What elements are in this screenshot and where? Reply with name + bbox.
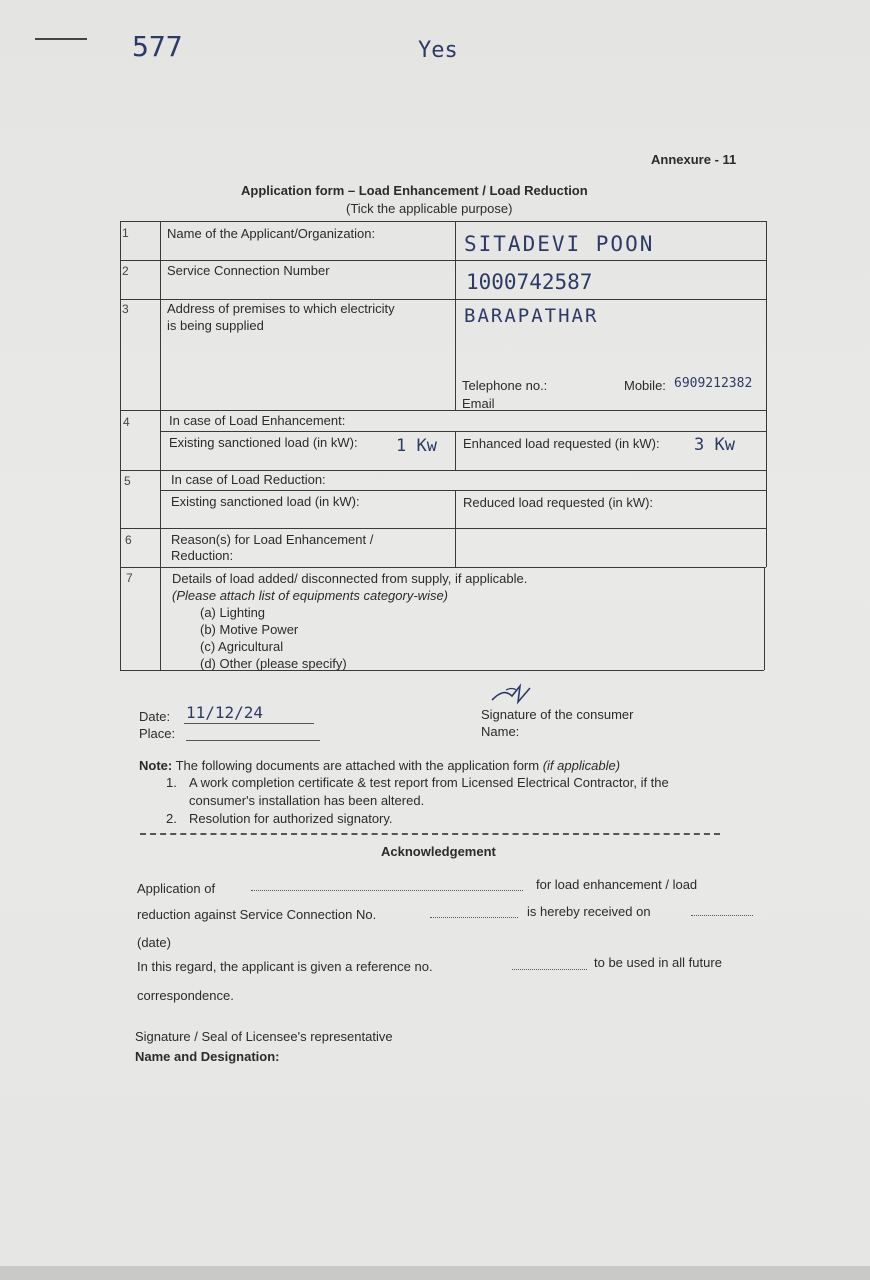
note-item-1-line2: consumer's installation has been altered. [189, 793, 425, 808]
load-details-label: Details of load added/ disconnected from supply, if applicable. [172, 571, 528, 586]
date-value: 11/12/24 [186, 703, 264, 722]
ack-line2-end: is hereby received on [527, 904, 651, 919]
form-subtitle: (Tick the applicable purpose) [346, 201, 513, 216]
ack-line1-blank [251, 878, 523, 891]
ack-line3: (date) [137, 935, 171, 950]
service-connection-label: Service Connection Number [167, 263, 330, 278]
note-text: Note: The following documents are attached with the application form (if applicable) [139, 758, 621, 773]
enhanced-load-label: Enhanced load requested (in kW): [463, 436, 660, 451]
applicant-name-value: SITADEVI POON [464, 232, 655, 256]
mobile-label: Mobile: [624, 378, 666, 393]
dashed-separator [140, 833, 720, 835]
address-value: BARAPATHAR [464, 305, 599, 327]
load-enhancement-label: In case of Load Enhancement: [169, 413, 346, 428]
existing-load-value: 1 Kw [396, 436, 437, 456]
handwritten-top-number: 577 [132, 30, 183, 63]
note-item-2: Resolution for authorized signatory. [189, 811, 393, 826]
reason-label-line2: Reduction: [171, 548, 234, 563]
address-label-line2: is being supplied [167, 318, 264, 333]
consumer-name-label: Name: [481, 724, 520, 739]
row-number-2: 2 [122, 264, 129, 278]
load-item-motive-power: (b) Motive Power [200, 622, 299, 637]
consumer-signature-label: Signature of the consumer [481, 707, 634, 722]
load-details-note: (Please attach list of equipments category-wise) [172, 588, 449, 603]
ack-line1-end: for load enhancement / load [536, 877, 698, 892]
load-reduction-label: In case of Load Reduction: [171, 472, 326, 487]
licensee-signature-label: Signature / Seal of Licensee's representative [135, 1029, 393, 1044]
ack-line4-end: to be used in all future [594, 955, 722, 970]
address-label-line1: Address of premises to which electricity [167, 301, 395, 316]
note-item-2-number: 2. [166, 811, 177, 826]
signature-scribble [490, 682, 540, 706]
ack-line2-blank [430, 905, 518, 918]
load-item-agricultural: (c) Agricultural [200, 639, 284, 654]
email-label: Email [462, 396, 495, 411]
load-item-lighting: (a) Lighting [200, 605, 266, 620]
reason-label-line1: Reason(s) for Load Enhancement / [171, 532, 374, 547]
row-number-1: 1 [122, 226, 129, 240]
mobile-value: 6909212382 [674, 376, 753, 391]
annexure-label: Annexure - 11 [651, 152, 737, 167]
load-item-other: (d) Other (please specify) [200, 656, 347, 671]
page-bottom-edge [0, 1266, 870, 1280]
note-item-1-line1: A work completion certificate & test report from Licensed Electrical Contractor, if the [189, 775, 669, 790]
row-number-4: 4 [123, 415, 130, 429]
row-number-3: 3 [122, 302, 129, 316]
ack-line1-start: Application of [137, 881, 216, 896]
place-label: Place: [139, 726, 176, 741]
existing-load-label: Existing sanctioned load (in kW): [169, 435, 358, 450]
ack-line5: correspondence. [137, 988, 234, 1003]
service-connection-value: 1000742587 [466, 270, 593, 294]
telephone-label: Telephone no.: [462, 378, 548, 393]
acknowledgement-title: Acknowledgement [381, 844, 496, 859]
form-title: Application form – Load Enhancement / Load Reduction [241, 183, 588, 198]
top-dash-mark [35, 38, 87, 40]
row-number-7: 7 [126, 571, 133, 585]
note-item-1-number: 1. [166, 775, 177, 790]
row-number-6: 6 [125, 533, 132, 547]
row-number-5: 5 [124, 474, 131, 488]
enhanced-load-value: 3 Kw [694, 435, 735, 455]
ack-line2-date-blank [691, 903, 753, 916]
applicant-name-label: Name of the Applicant/Organization: [167, 226, 376, 241]
ack-reference-blank [512, 957, 587, 970]
ack-line2-start: reduction against Service Connection No. [137, 907, 377, 922]
existing-load-reduction-label: Existing sanctioned load (in kW): [171, 494, 360, 509]
ack-line4-start: In this regard, the applicant is given a reference no. [137, 959, 433, 974]
reduced-load-label: Reduced load requested (in kW): [463, 495, 654, 510]
date-label: Date: [139, 709, 171, 724]
name-designation-label: Name and Designation: [135, 1049, 280, 1064]
handwritten-top-note: Yes [418, 38, 458, 63]
